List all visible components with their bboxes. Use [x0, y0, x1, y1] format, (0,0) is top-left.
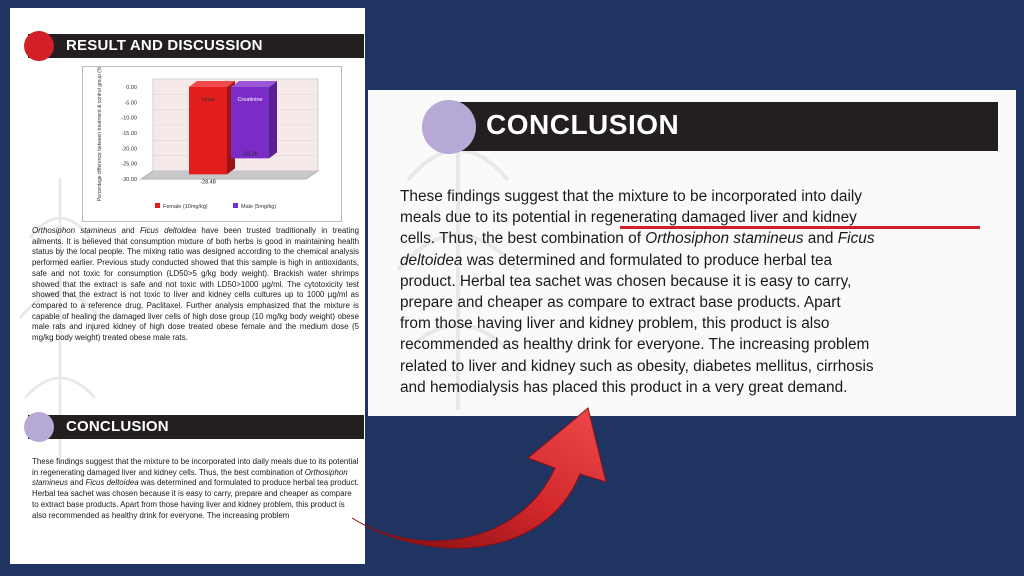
text-segment: and	[803, 230, 838, 248]
species-name-2: Ficus deltoidea	[85, 478, 139, 488]
y-tick-label: 0.00	[126, 85, 137, 91]
conclusion-header-title: CONCLUSION	[66, 418, 169, 435]
species-name-2-cont: deltoidea	[400, 251, 463, 269]
text-segment: and	[67, 478, 86, 488]
y-axis-label: Percentage difference between treatment & control group (%)	[97, 67, 103, 202]
text-line: product. Herbal tea sachet was chosen because it is easy to carry,	[400, 272, 852, 290]
text-segment: was determined and formulated to produce herbal tea	[462, 251, 833, 269]
text-line: related to liver and kidney such as obesity, diabetes mellitus, cirrhosis	[400, 357, 874, 375]
bar-category-label: Creatinine	[237, 97, 263, 103]
bar-value-label: -28.48	[200, 179, 216, 186]
result-header-title: RESULT AND DISCUSSION	[66, 37, 263, 54]
y-tick-label: -5.00	[124, 100, 137, 107]
text-line: These findings suggest that the mixture to be incorporated into daily	[400, 188, 862, 205]
text-segment: These findings suggest that the mixture to be incorporated into daily meals due to its potential in regenerating damaged liver and kidney cells. Thus, the best combination of	[32, 457, 359, 477]
species-name-2: Ficus	[837, 230, 875, 248]
text-line: and hemodialysis has placed this product in a very great demand.	[400, 378, 848, 396]
legend-label-male: Male (5mg/kg)	[241, 204, 277, 210]
text-line: recommended as healthy drink for everyone. The increasing problem	[400, 336, 870, 354]
species-name-2: Ficus deltoidea	[139, 226, 197, 235]
zoom-conclusion-title: CONCLUSION	[486, 109, 680, 140]
y-tick-label: -25.00	[121, 161, 137, 168]
y-tick-label: -20.00	[121, 146, 137, 153]
text-line: from those having liver and kidney problem, this product is also	[400, 315, 830, 333]
y-tick-label: -30.00	[121, 177, 137, 183]
legend-label-female: Female (10mg/kg)	[163, 204, 208, 210]
species-name-1: Orthosiphon stamineus	[645, 230, 804, 248]
y-tick-label: -15.00	[121, 131, 137, 137]
text-segment: cells. Thus, the best combination of	[400, 230, 646, 248]
y-tick-label: -10.00	[121, 115, 137, 122]
species-name-1: Orthosiphon stamineus	[32, 467, 348, 488]
text-line: meals due to its potential in regenerating damaged liver and kidney	[400, 209, 857, 227]
text-segment: and	[116, 226, 140, 235]
bar-category-label: Urea	[202, 97, 214, 103]
text-segment: was determined and formulated to produce herbal tea product. Herbal tea sachet was chosen because it is easy to carry, prepare and cheaper as compare to extract base products. Apart from those having liver and kidney problem, this product is also recommended as healthy drink for everyone. The increasing problem	[32, 478, 359, 520]
text-line: prepare and cheaper as compare to extract base products. Apart	[400, 294, 841, 312]
text-segment: have been trusted traditionally in treating ailments. It is believed that consumption mixture of both herbs is good in maintaining health status by the local people. The mixing ratio was designed according to the chemical analysis performed earlier. Previous study conducted showed that this sample is high in antioxidants, safe and not toxic for consumption (LD50>5 g/kg body weight). Brackish water shrimps showed that the extract is safe and not toxic with LD50>1000 µg/ml. The cytotoxicity test showed that the extract is not toxic to liver and kidney cells cultures up to 1000 µg/ml as compared to a reference drug, Paclitaxel. Further analysis emphasized that the mixture is capable of healing the damaged liver cells of high dose group (10 mg/kg body weight) obese male rats and injured kidney of high dose treated obese female and the medium dose (5 mg/kg body weight) treated obese male rats.	[32, 226, 359, 343]
species-name-1: Orthosiphon stamineus	[32, 226, 117, 235]
bar-value-label: -23.26	[242, 151, 258, 158]
